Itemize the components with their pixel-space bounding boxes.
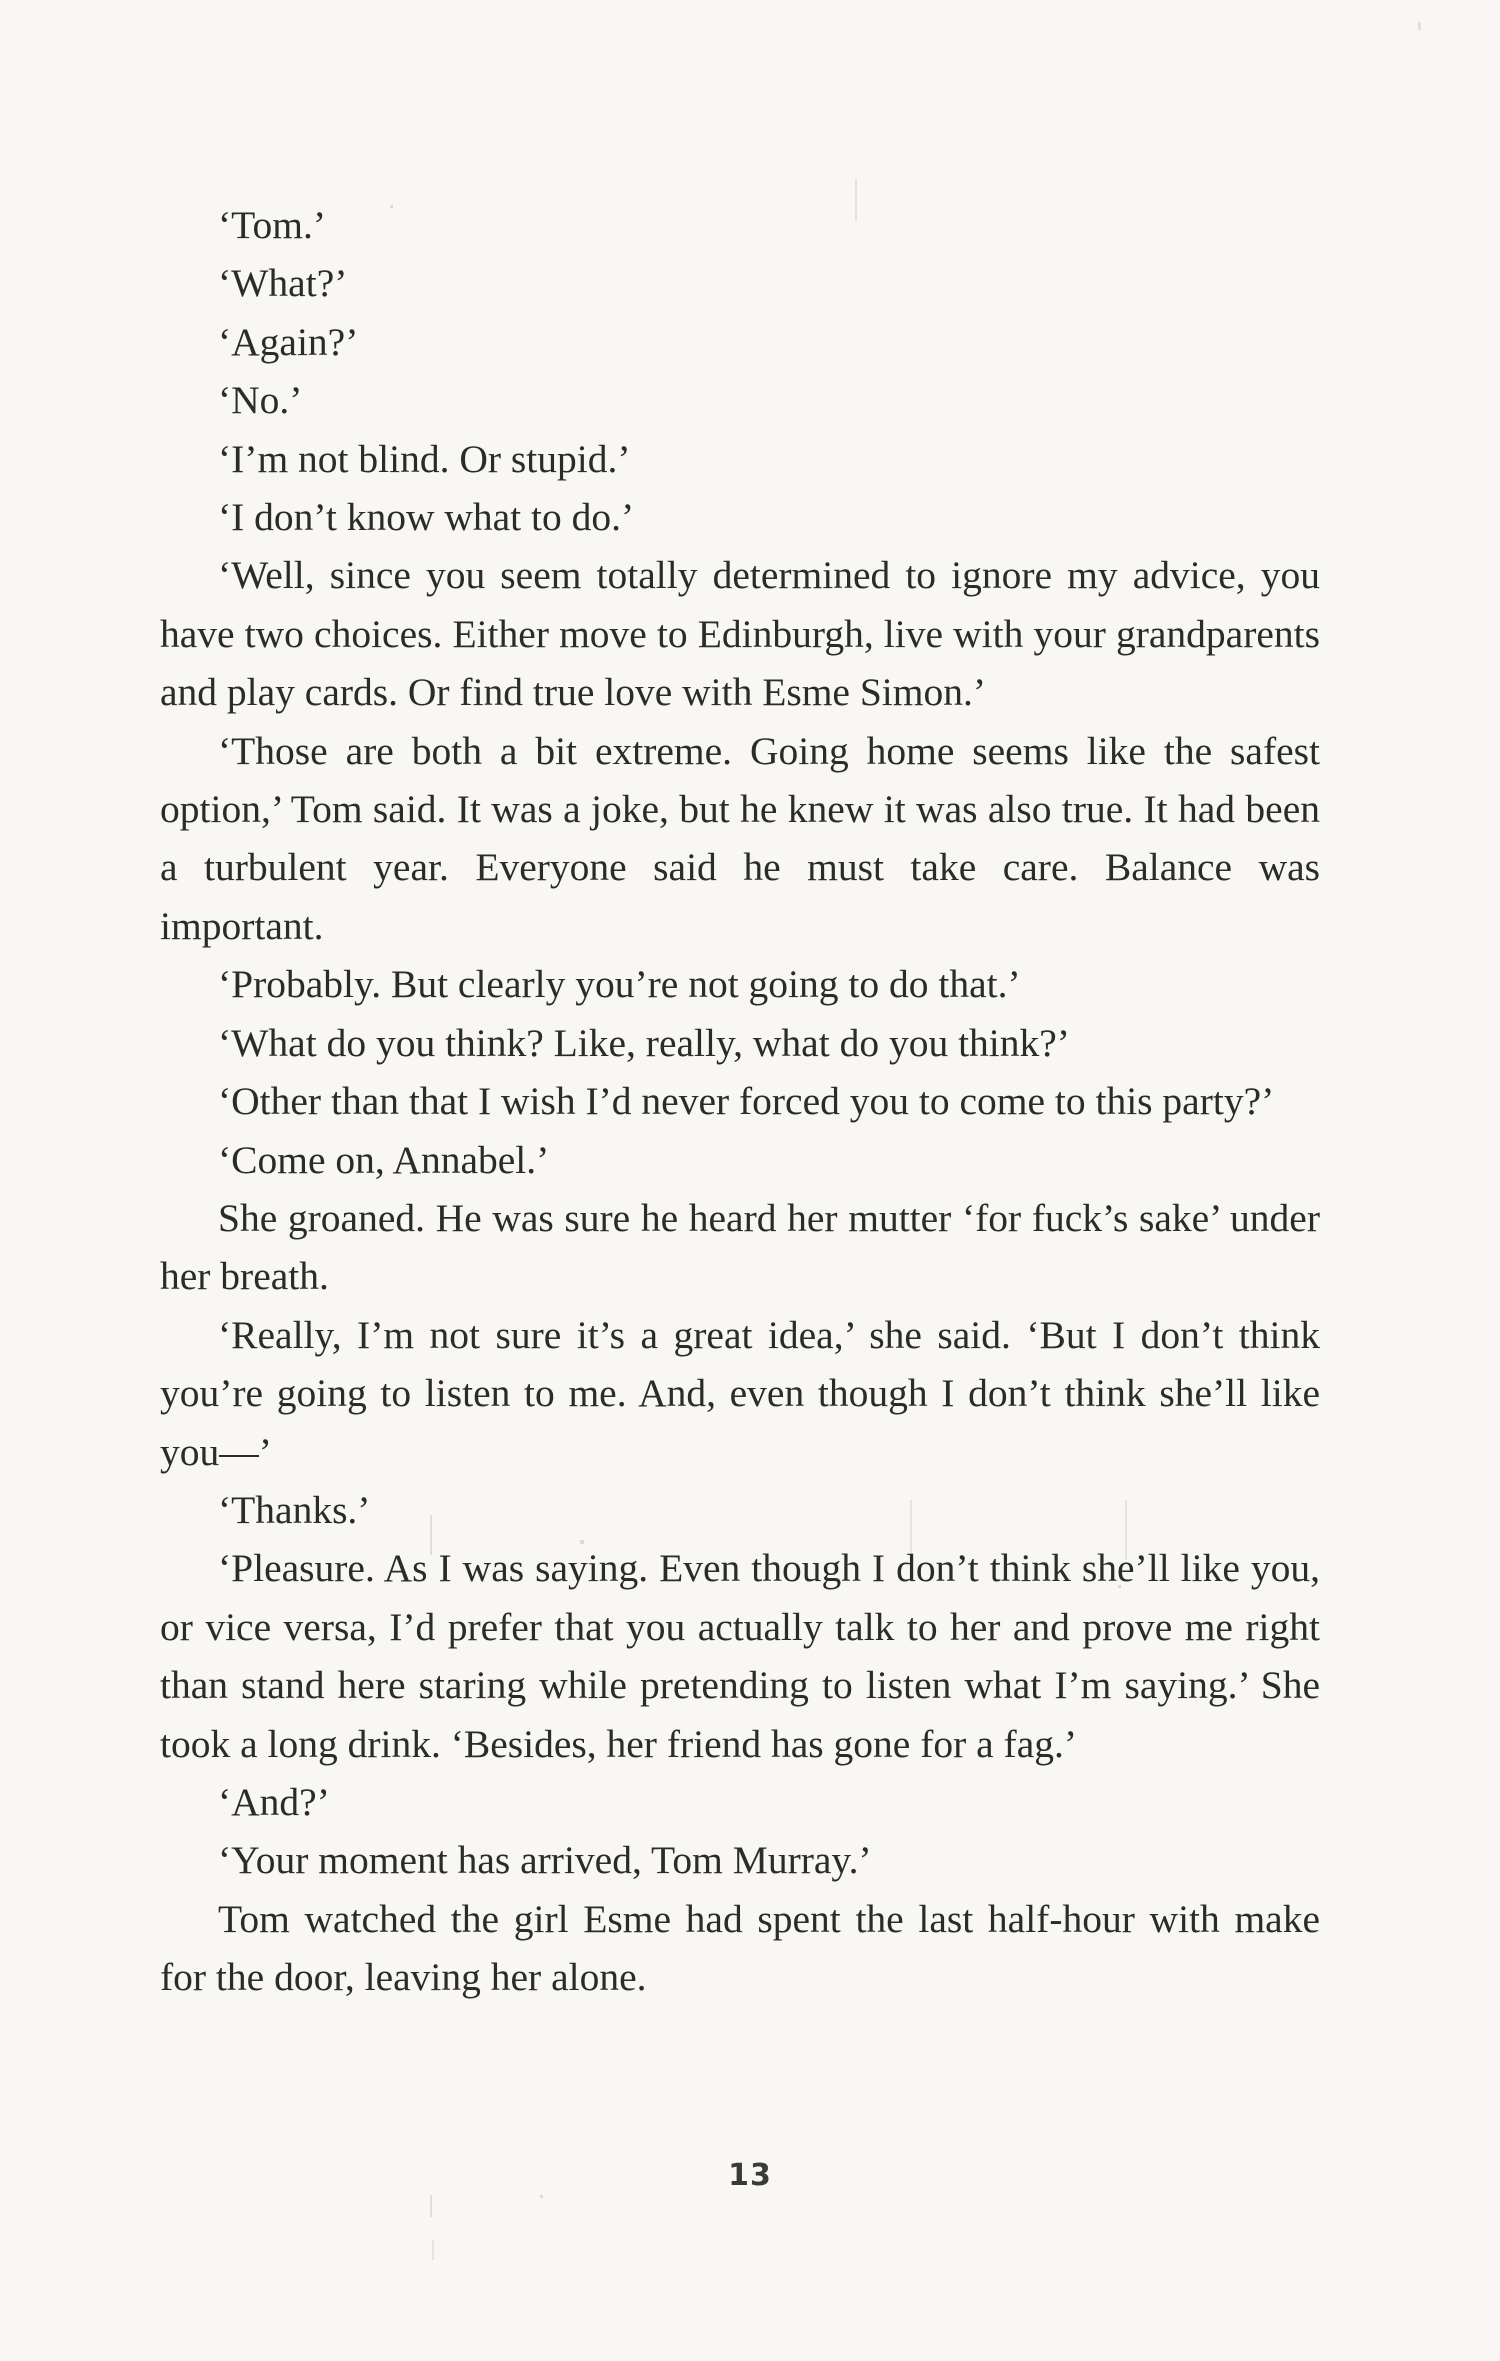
paragraph: ‘What do you think? Like, really, what do you think?’ — [218, 1020, 1070, 1065]
paragraph: She groaned. He was sure he heard her mutter ‘for fuck’s sake’ under her breath. — [160, 1195, 1320, 1299]
paragraph: Tom watched the girl Esme had spent the last half-hour with make for the door, leaving her alone. — [160, 1896, 1320, 2000]
paper-speck — [430, 2195, 432, 2217]
paragraph: ‘Probably. But clearly you’re not going to do that.’ — [218, 962, 1021, 1007]
page-number: 13 — [728, 2158, 772, 2193]
paragraph: ‘Again?’ — [218, 319, 359, 364]
paragraph: ‘I’m not blind. Or stupid.’ — [218, 436, 631, 481]
paper-speck — [432, 2240, 434, 2260]
body-text — [160, 196, 1320, 2007]
paragraph: ‘Those are both a bit extreme. Going home seems like the safest option,’ Tom said. It was a joke, but he knew it was also true. It had been a turbulent year. Everyone said he must take care. Balance was important. — [160, 728, 1320, 948]
paragraph: ‘Other than that I wish I’d never forced you to come to this party?’ — [218, 1079, 1275, 1124]
paragraph: ‘Well, since you seem totally determined to ignore my advice, you have two choices. Either move to Edinburgh, live with your grandparents and play cards. Or find true love with Esme Simon.’ — [160, 553, 1320, 715]
paragraph: ‘And?’ — [218, 1779, 330, 1824]
paragraph: ‘I don’t know what to do.’ — [218, 495, 635, 540]
paper-speck — [1418, 22, 1421, 30]
paragraph: ‘What?’ — [218, 261, 348, 306]
paragraph: ‘No.’ — [218, 378, 303, 423]
paragraph: ‘Your moment has arrived, Tom Murray.’ — [218, 1838, 872, 1883]
paragraph: ‘Come on, Annabel.’ — [218, 1137, 550, 1182]
paragraph: ‘Thanks.’ — [218, 1487, 371, 1532]
paper-speck — [540, 2195, 543, 2198]
paragraph: ‘Really, I’m not sure it’s a great idea,’ she said. ‘But I don’t think you’re going to listen to me. And, even though I don’t think she’ll like you—’ — [160, 1312, 1320, 1474]
paragraph: ‘Tom.’ — [218, 203, 327, 247]
paragraph: ‘Pleasure. As I was saying. Even though I don’t think she’ll like you, or vice versa, I’d prefer that you actually talk to her and prove me right than stand here staring while pretending to listen what I’m saying.’ She took a long drink. ‘Besides, her friend has gone for a fag.’ — [160, 1546, 1320, 1766]
